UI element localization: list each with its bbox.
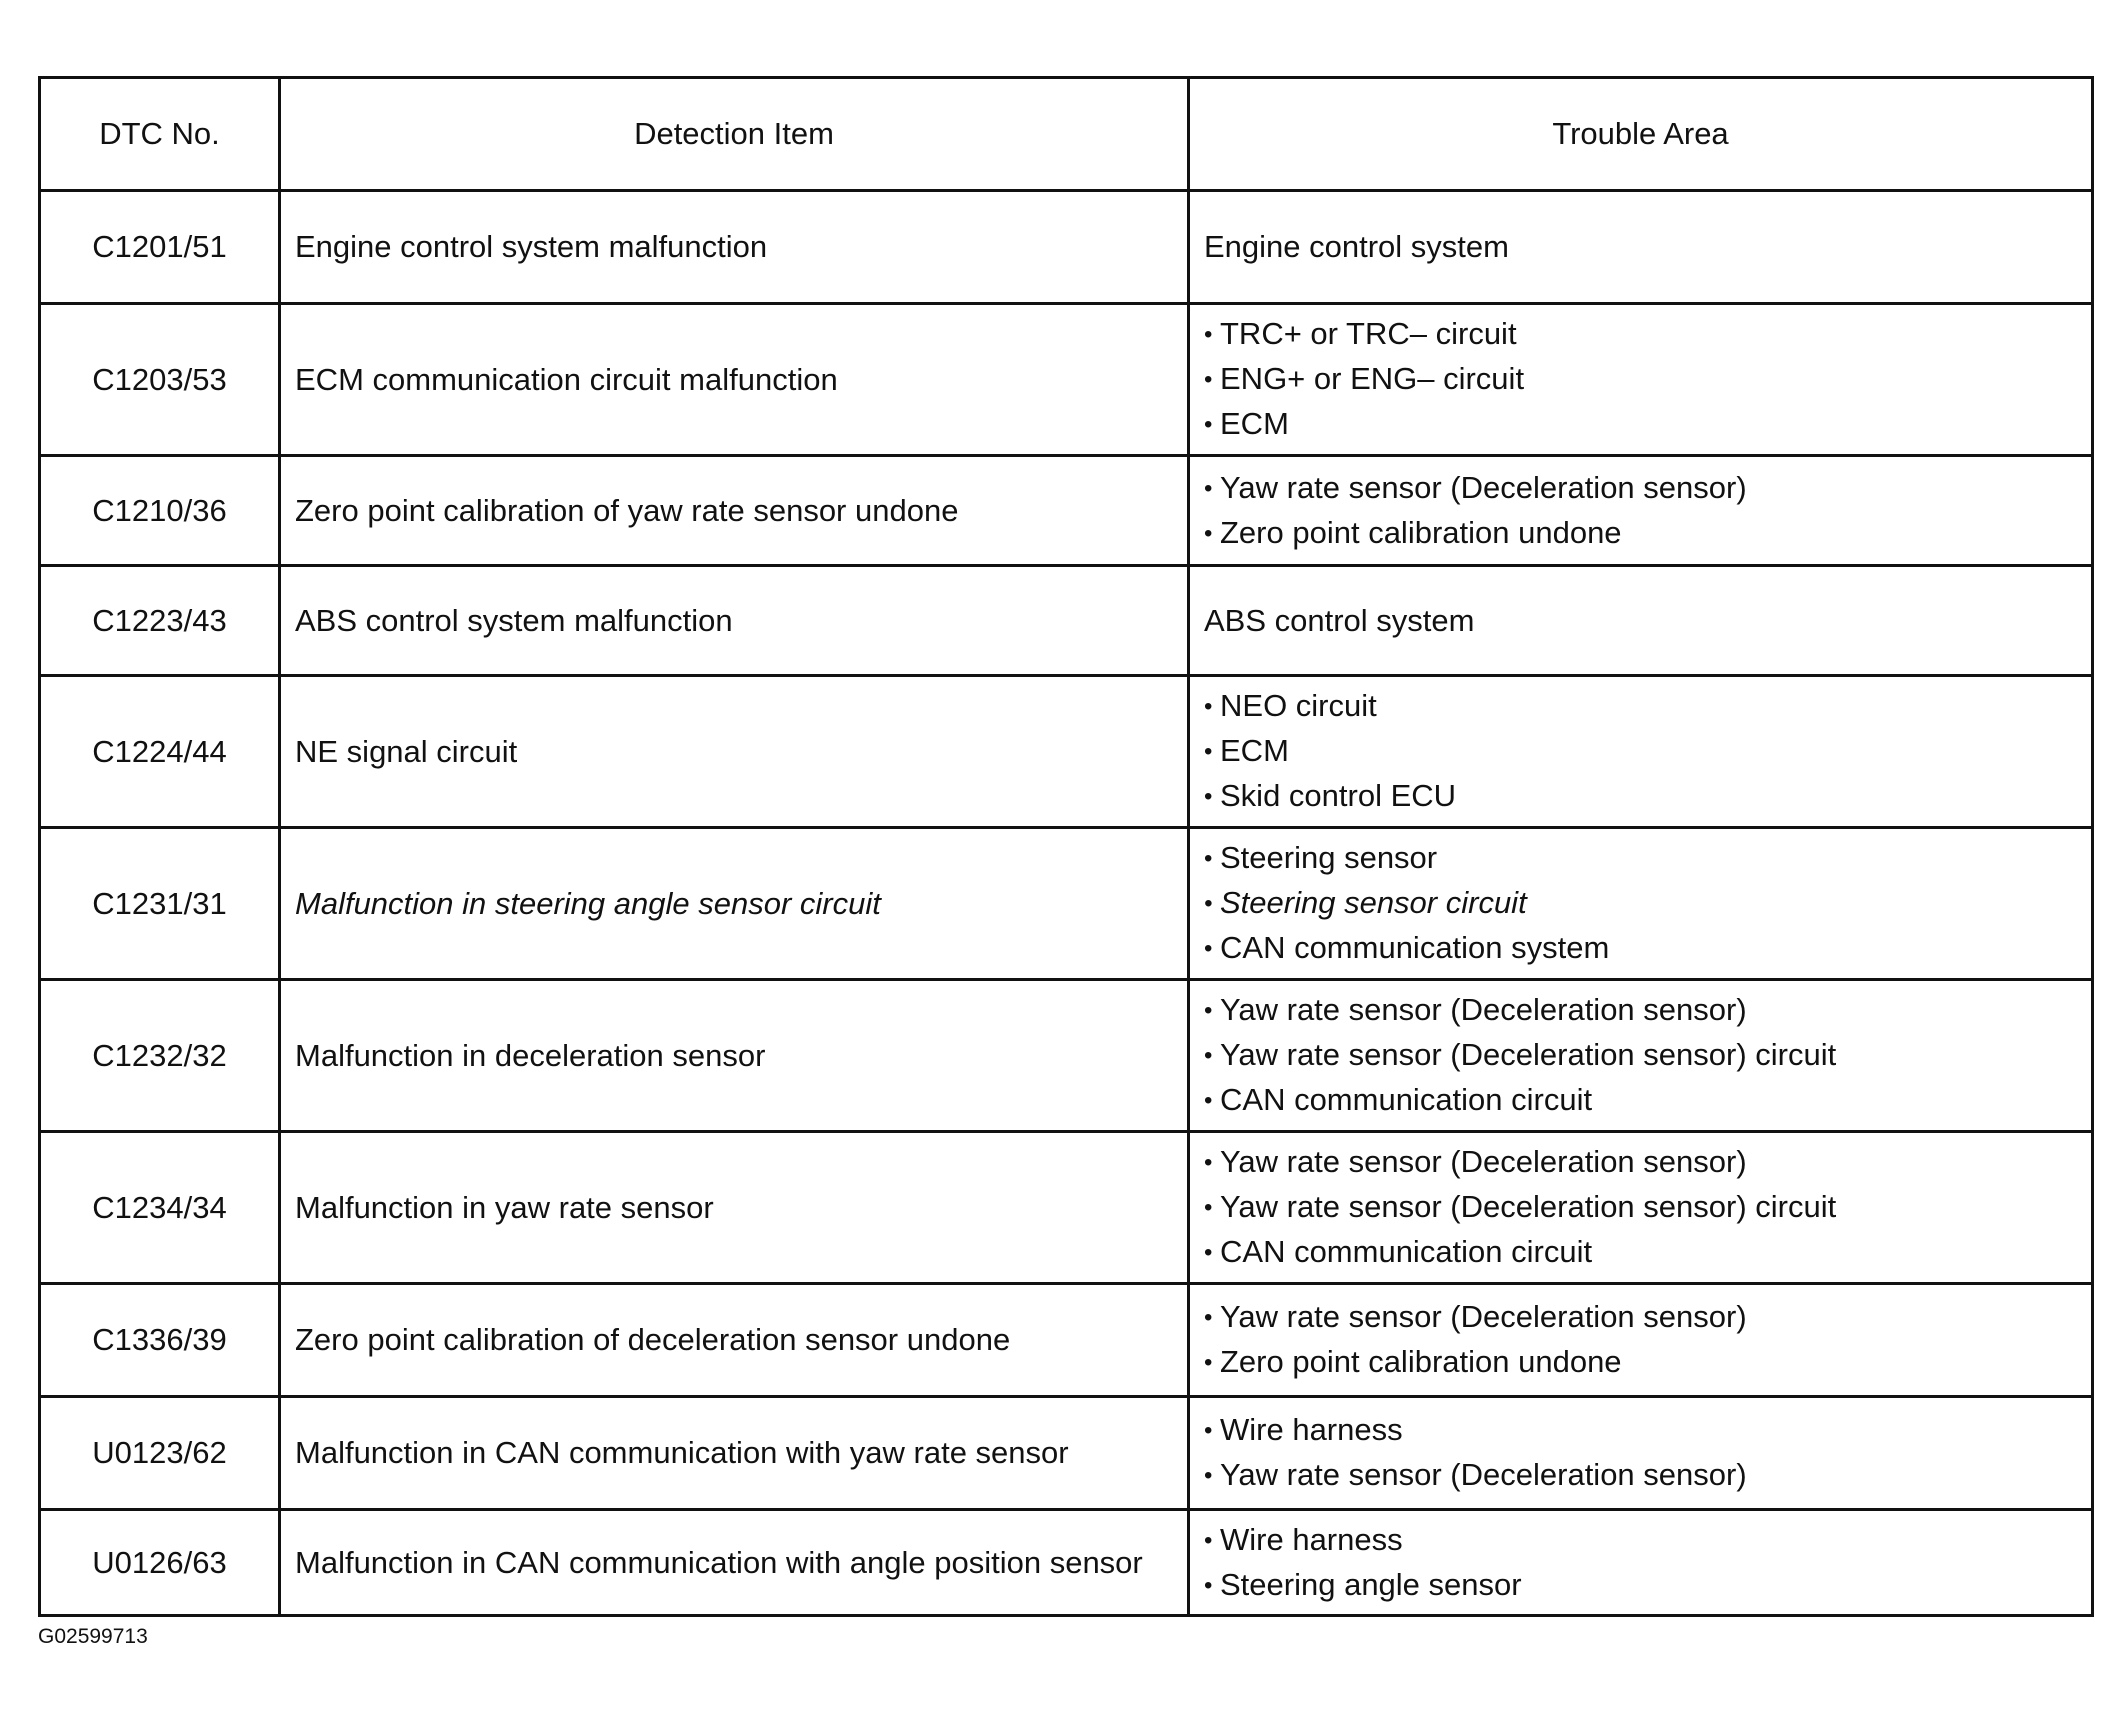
trouble-area-cell [1189, 676, 2093, 828]
trouble-area-text: Steering angle sensor [1220, 1566, 1522, 1602]
trouble-area-item [1204, 402, 2081, 447]
trouble-area-item [1204, 684, 2081, 729]
trouble-area-text: Zero point calibration undone [1220, 514, 1622, 550]
dtc-code-cell: C1210/36 [40, 456, 280, 566]
bullet-icon: • [1204, 1571, 1213, 1599]
trouble-area-item [1204, 1185, 2081, 1230]
figure-code: G02599713 [38, 1625, 148, 1648]
dtc-code-cell: C1336/39 [40, 1284, 280, 1397]
trouble-area-text: ENG+ or ENG– circuit [1220, 361, 1525, 396]
trouble-area-item [1204, 1140, 2081, 1185]
trouble-area-item [1204, 1340, 2081, 1385]
bullet-icon: • [1204, 474, 1213, 502]
trouble-area-cell [1189, 828, 2093, 980]
trouble-area-text: Yaw rate sensor (Deceleration sensor) circuit [1220, 1189, 1837, 1224]
dtc-code-cell: C1201/51 [40, 191, 280, 304]
trouble-area-cell [1189, 1132, 2093, 1284]
detection-item-cell: Malfunction in steering angle sensor circuit [280, 828, 1189, 980]
table-row [40, 676, 2093, 828]
trouble-area-item [1204, 926, 2081, 971]
trouble-area-item [1204, 988, 2081, 1033]
trouble-area-item [1204, 774, 2081, 819]
trouble-area-text: Yaw rate sensor (Deceleration sensor) [1220, 1457, 1747, 1492]
trouble-area-item [1204, 729, 2081, 774]
detection-item-cell: Malfunction in CAN communication with yaw rate sensor [280, 1397, 1189, 1510]
bullet-icon: • [1204, 519, 1213, 547]
trouble-area-text: Yaw rate sensor (Deceleration sensor) [1220, 1144, 1747, 1179]
table-body [40, 191, 2093, 1616]
trouble-area-list [1204, 466, 2081, 556]
trouble-area-text: CAN communication system [1220, 930, 1610, 965]
trouble-area-item [1204, 1078, 2081, 1123]
trouble-area-item [1204, 1230, 2081, 1275]
trouble-area-text: CAN communication circuit [1220, 1234, 1593, 1269]
trouble-area-cell [1189, 980, 2093, 1132]
trouble-area-list [1204, 312, 2081, 447]
bullet-icon: • [1204, 1042, 1213, 1069]
bullet-icon: • [1204, 1349, 1213, 1376]
detection-item-cell: ABS control system malfunction [280, 566, 1189, 676]
trouble-area-item [1204, 1453, 2081, 1498]
bullet-icon: • [1204, 1304, 1213, 1331]
trouble-area-item [1204, 357, 2081, 402]
bullet-icon: • [1204, 1462, 1213, 1489]
detection-item-cell: Engine control system malfunction [280, 191, 1189, 304]
dtc-code-cell: U0123/62 [40, 1397, 280, 1510]
bullet-icon: • [1204, 845, 1213, 872]
detection-item-cell: ECM communication circuit malfunction [280, 304, 1189, 456]
table-row [40, 1510, 2093, 1616]
bullet-icon: • [1204, 738, 1213, 765]
bullet-icon: • [1204, 366, 1213, 393]
trouble-area-cell: ABS control system [1189, 566, 2093, 676]
table-row [40, 456, 2093, 566]
trouble-area-cell [1189, 1284, 2093, 1397]
trouble-area-list [1204, 1518, 2081, 1608]
trouble-area-text: Yaw rate sensor (Deceleration sensor) circuit [1220, 1037, 1837, 1072]
trouble-area-item [1204, 1518, 2081, 1563]
trouble-area-text: Skid control ECU [1220, 778, 1457, 813]
trouble-area-text: Wire harness [1220, 1412, 1403, 1447]
bullet-icon: • [1204, 1149, 1213, 1176]
detection-item-cell: Malfunction in yaw rate sensor [280, 1132, 1189, 1284]
trouble-area-item [1204, 1295, 2081, 1340]
dtc-code-cell: C1231/31 [40, 828, 280, 980]
bullet-icon: • [1204, 1194, 1213, 1221]
table-row [40, 1284, 2093, 1397]
detection-item-cell: Malfunction in deceleration sensor [280, 980, 1189, 1132]
trouble-area-list [1204, 836, 2081, 971]
trouble-area-item [1204, 1408, 2081, 1453]
trouble-area-text: ECM [1220, 406, 1289, 441]
trouble-area-text: Zero point calibration undone [1220, 1344, 1622, 1379]
trouble-area-text: Steering sensor [1220, 840, 1438, 875]
table-row [40, 566, 2093, 676]
dtc-code-cell: U0126/63 [40, 1510, 280, 1616]
detection-item-cell: Malfunction in CAN communication with angle position sensor [280, 1510, 1189, 1616]
bullet-icon: • [1204, 1239, 1213, 1266]
bullet-icon: • [1204, 411, 1213, 438]
trouble-area-list [1204, 988, 2081, 1123]
trouble-area-cell [1189, 304, 2093, 456]
dtc-code-cell: C1223/43 [40, 566, 280, 676]
header-dtc-no: DTC No. [40, 78, 280, 191]
dtc-code-cell: C1203/53 [40, 304, 280, 456]
trouble-area-item [1204, 1033, 2081, 1078]
dtc-code-cell: C1232/32 [40, 980, 280, 1132]
bullet-icon: • [1204, 935, 1213, 962]
bullet-icon: • [1204, 321, 1213, 348]
trouble-area-item [1204, 1563, 2081, 1608]
table-row [40, 304, 2093, 456]
trouble-area-cell [1189, 1397, 2093, 1510]
table-row [40, 1397, 2093, 1510]
bullet-icon: • [1204, 890, 1213, 917]
bullet-icon: • [1204, 1526, 1213, 1554]
bullet-icon: • [1204, 693, 1213, 720]
trouble-area-list [1204, 684, 2081, 819]
trouble-area-cell [1189, 1510, 2093, 1616]
trouble-area-text: Yaw rate sensor (Deceleration sensor) [1220, 992, 1747, 1027]
header-row [40, 78, 2093, 191]
detection-item-cell: NE signal circuit [280, 676, 1189, 828]
detection-item-cell: Zero point calibration of deceleration sensor undone [280, 1284, 1189, 1397]
trouble-area-item [1204, 466, 2081, 511]
header-detection-item: Detection Item [280, 78, 1189, 191]
trouble-area-list [1204, 1140, 2081, 1275]
bullet-icon: • [1204, 1087, 1213, 1114]
table-row [40, 980, 2093, 1132]
trouble-area-item [1204, 836, 2081, 881]
dtc-code-cell: C1234/34 [40, 1132, 280, 1284]
table-row [40, 828, 2093, 980]
header-trouble-area: Trouble Area [1189, 78, 2093, 191]
trouble-area-text: Wire harness [1220, 1521, 1403, 1557]
detection-item-cell: Zero point calibration of yaw rate sensor undone [280, 456, 1189, 566]
trouble-area-cell [1189, 456, 2093, 566]
trouble-area-text: CAN communication circuit [1220, 1082, 1593, 1117]
bullet-icon: • [1204, 997, 1213, 1024]
bullet-icon: • [1204, 783, 1213, 810]
trouble-area-item [1204, 312, 2081, 357]
trouble-area-list [1204, 1408, 2081, 1498]
table-row [40, 191, 2093, 304]
trouble-area-text: ECM [1220, 733, 1289, 768]
trouble-area-list [1204, 1295, 2081, 1385]
trouble-area-text: Steering sensor circuit [1220, 885, 1527, 920]
table-row [40, 1132, 2093, 1284]
trouble-area-cell: Engine control system [1189, 191, 2093, 304]
trouble-area-text: Yaw rate sensor (Deceleration sensor) [1220, 469, 1747, 505]
dtc-table [38, 76, 2094, 1617]
trouble-area-text: Yaw rate sensor (Deceleration sensor) [1220, 1299, 1747, 1334]
trouble-area-text: TRC+ or TRC– circuit [1220, 316, 1517, 351]
bullet-icon: • [1204, 1417, 1213, 1444]
trouble-area-item [1204, 881, 2081, 926]
trouble-area-item [1204, 511, 2081, 556]
trouble-area-text: NEO circuit [1220, 688, 1377, 723]
dtc-code-cell: C1224/44 [40, 676, 280, 828]
